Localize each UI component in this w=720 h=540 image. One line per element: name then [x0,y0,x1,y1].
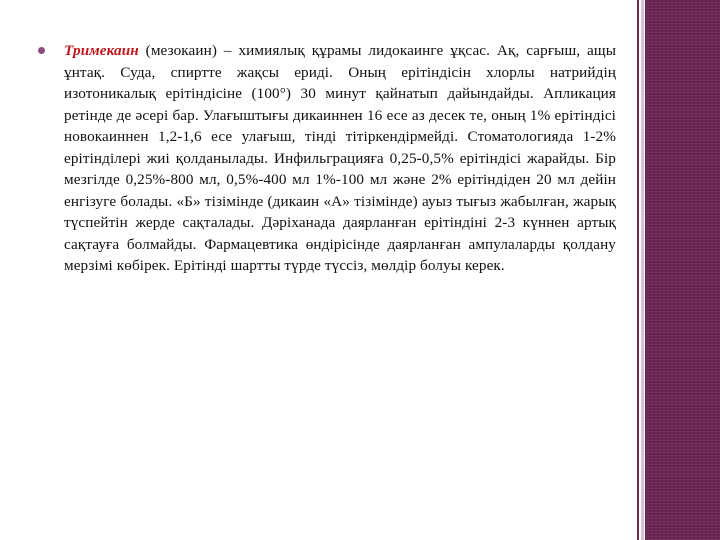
bullet-paragraph [64,40,616,277]
paragraph-body: (мезокаин) – химиялық құрамы лидокаинге ұқсас. Ақ, сарғыш, ащы ұнтақ. Суда, спиртте жақсы ериді. Оның ерітіндісін хлорлы натрийдің изотоникалық ерітіндісіне (100°) 30 минут қайнатып дайындайды. Апликация ретінде де әсері бар. Улағыштығы дикаиннен 16 есе аз десек те, оның 1% ерітіндісі новокаиннен 1,2-1,6 есе улағыш, тінді тітіркендірмейді. Стоматологияда 1-2% ерітінділері жиі қолданылады. Инфильграцияға 0,25-0,5% ерітіндісі жарайды. Бір мезгілде 0,25%-800 мл, 0,5%-400 мл 1%-100 мл және 2% ерітіндіден 20 мл дейін енгізуге болады. «Б» тізімінде (дикаин «А» тізімінде) ауыз тығыз жабылған, жарық түспейтін жерде сақталады. Дәріханада даярланған ерітіндіні 2-3 күннен артық сақтауға болмайды. Фармацевтика өндірісінде даярланған ампулаларды қолдану мерзімі көбірек. Ерітінді шартты түрде түссіз, мөлдір болуы керек. [64,42,616,274]
drug-term: Тримекаин [64,42,139,59]
side-divider-dark [637,0,639,540]
side-decorative-band [645,0,720,540]
slide-content [38,40,616,277]
bullet-dot-icon [38,47,45,54]
side-divider-light [641,0,644,540]
bullet-item [38,40,616,277]
